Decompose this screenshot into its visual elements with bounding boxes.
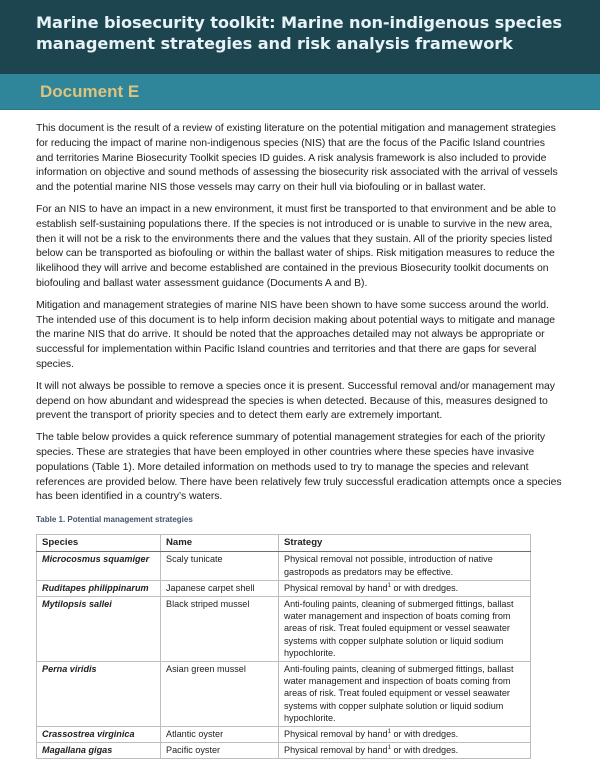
table-row <box>37 552 531 580</box>
strategy-text-suffix: or with dredges. <box>390 582 459 593</box>
document-title <box>36 12 600 54</box>
species-cell: Magallana gigas <box>37 743 161 759</box>
strategy-cell: Physical removal not possible, introduction of native gastropods as predators may be effective. <box>279 552 531 580</box>
common-name-cell: Asian green mussel <box>161 661 279 726</box>
table-row <box>37 726 531 742</box>
common-name-cell: Atlantic oyster <box>161 726 279 742</box>
common-name-cell: Japanese carpet shell <box>161 580 279 596</box>
paragraph-transport: For an NIS to have an impact in a new environment, it must first be transported to that environment and be able to establish self-sustaining populations there. If the species is not introduced or is unable to survive in the new area, then it will not be a risk to the environments there and the values that they sustain. All of the priority species listed below can be transported as biofouling or within the ballast water of ships. Risk mitigation measures to reduce the likelihood they will arrive and become established are contained in the previous Biosecurity toolkit documents on biofouling and ballast water assessment guidance (Documents A and B). <box>36 203 556 289</box>
strategy-text: Physical removal by hand <box>284 745 388 756</box>
strategy-text-suffix: or with dredges. <box>390 728 459 739</box>
document-title-line-1: Marine biosecurity toolkit: Marine non-indigenous species <box>36 13 562 32</box>
paragraph-mitigation: Mitigation and management strategies of marine NIS have been shown to have some success around the world. The intended use of this document is to help inform decision making about potential ways to mitigate and manage the marine NIS that do arrive. It should be noted that the approaches detailed may not always be appropriate or successful for implementation within Pacific Island countries and territories and that there are gaps for several species. <box>36 299 555 370</box>
species-cell: Mytilopsis sallei <box>37 596 161 661</box>
management-strategies-table <box>36 534 531 759</box>
strategy-cell: Anti-fouling paints, cleaning of submerged fittings, ballast water management and inspection of boats coming from areas of risk. Treat fouled equipment or vessel seawater systems with copper sulphate solution or liquid sodium hypochlorite. <box>279 661 531 726</box>
document-label: Document E <box>40 82 140 101</box>
column-header-species: Species <box>37 535 161 552</box>
strategy-cell: Anti-fouling paints, cleaning of submerged fittings, ballast water management and inspection of boats coming from areas of risk. Treat fouled equipment or vessel seawater systems with copper sulphate solution or liquid sodium hypochlorite. <box>279 596 531 661</box>
table-row <box>37 580 531 596</box>
common-name-cell: Black striped mussel <box>161 596 279 661</box>
document-label-band <box>0 74 600 110</box>
title-band <box>0 0 600 74</box>
strategy-text: Physical removal by hand <box>284 728 388 739</box>
common-name-cell: Scaly tunicate <box>161 552 279 580</box>
strategy-text-suffix: or with dredges. <box>390 745 459 756</box>
table-row <box>37 743 531 759</box>
footnote-marker: 1 <box>387 582 391 589</box>
table-caption: Table 1. Potential management strategies <box>36 515 193 525</box>
strategy-cell <box>279 743 531 759</box>
strategy-cell <box>279 580 531 596</box>
document-body <box>0 110 600 759</box>
paragraph-intro: This document is the result of a review of existing literature on the potential mitigation and management strategies for reducing the impact of marine non-indigenous species (NIS) that are the focus of the Pacific Island countries and territories Marine Biosecurity Toolkit species ID guides. A risk analysis framework is also included to provide information on objective and sound methods of assessing the biosecurity risk associated with the arrival of vessels and the potential marine NIS those vessels may carry on their hull via biofouling or in ballast water. <box>36 123 558 194</box>
table-header-row <box>37 535 531 552</box>
column-header-strategy: Strategy <box>279 535 531 552</box>
table-row <box>37 661 531 726</box>
footnote-marker: 1 <box>387 745 391 752</box>
species-cell: Perna viridis <box>37 661 161 726</box>
paragraph-table-intro: The table below provides a quick reference summary of potential management strategies for each of the priority species. These are strategies that have been employed in other countries where these species have invasive populations (Table 1). More detailed information on methods used to try to manage the species and relevant references are provided below. There have been relatively few truly successful eradication attempts once a species has been identified in a country’s waters. <box>36 432 562 503</box>
strategy-cell <box>279 726 531 742</box>
table-row <box>37 596 531 661</box>
common-name-cell: Pacific oyster <box>161 743 279 759</box>
species-cell: Microcosmus squamiger <box>37 552 161 580</box>
column-header-name: Name <box>161 535 279 552</box>
paragraph-removal: It will not always be possible to remove a species once it is present. Successful removal and/or management may depend on how abundant and widespread the species is when detected. Because of this, measures designed to prevent the transport of priority species and to detect them early are extremely important. <box>36 380 555 422</box>
species-cell: Crassostrea virginica <box>37 726 161 742</box>
document-title-line-2: management strategies and risk analysis framework <box>36 34 513 53</box>
species-cell: Ruditapes philippinarum <box>37 580 161 596</box>
strategy-text: Physical removal by hand <box>284 582 388 593</box>
footnote-marker: 1 <box>387 728 391 735</box>
